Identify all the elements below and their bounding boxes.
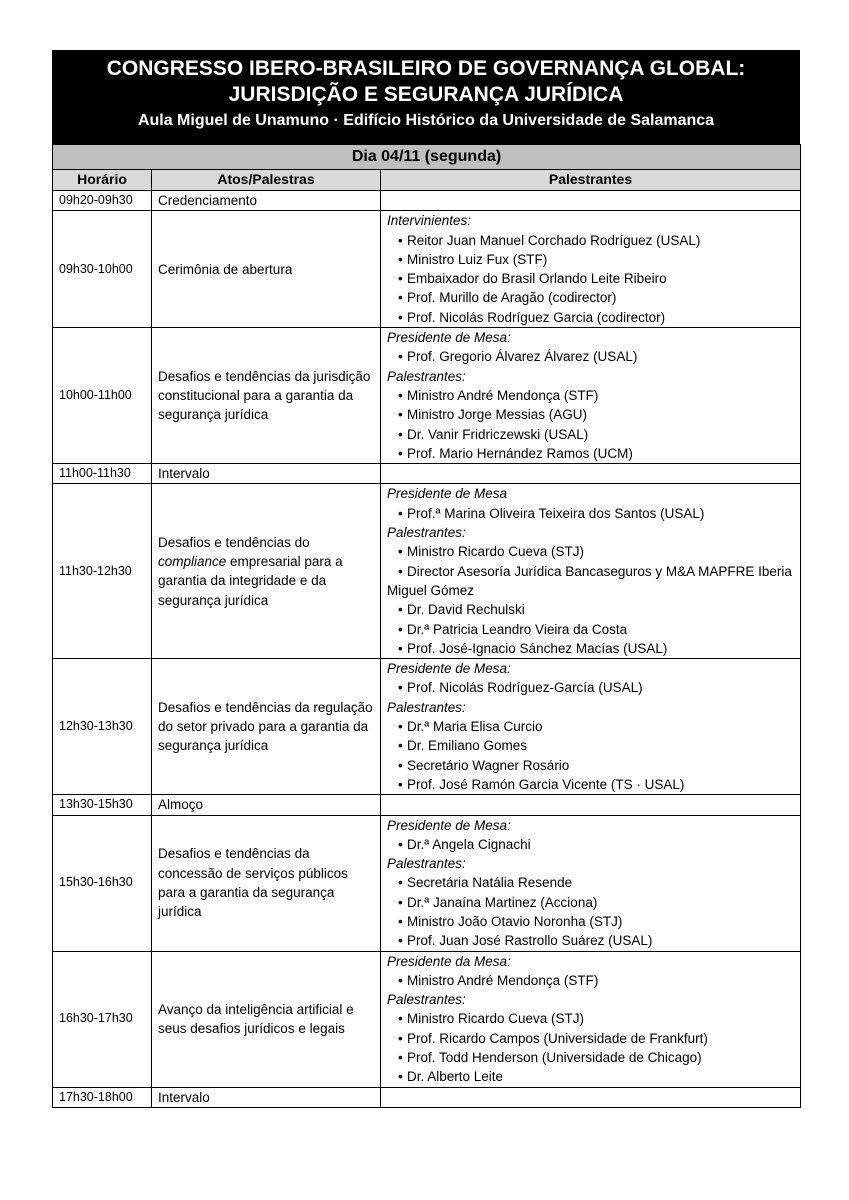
time-cell: 17h30-18h00 [53,1087,152,1107]
time-cell: 16h30-17h30 [53,951,152,1087]
speaker-item: • Dr.ª Patricia Leandro Vieira da Costa [387,620,794,639]
table-row [53,659,801,795]
day-row [53,145,801,170]
speaker-item: • Dr. Vanir Fridriczewski (USAL) [387,425,794,444]
act-cell: Credenciamento [152,191,381,211]
time-cell: 09h30-10h00 [53,211,152,328]
table-row [53,951,801,1087]
act-cell: Cerimônia de abertura [152,211,381,328]
act-cell: Intervalo [152,464,381,484]
role-label: Presidente de Mesa: [387,661,511,677]
role-label: Palestrantes: [387,699,466,715]
act-cell: Avanço da inteligência artificial e seus desafios jurídicos e legais [152,951,381,1087]
venue-subtitle: Aula Miguel de Unamuno · Edifício Histórico da Universidade de Salamanca [137,112,715,129]
role-label: Presidente da Mesa: [387,953,511,969]
speaker-item: • Dr.ª Angela Cignachi [387,835,794,854]
table-row [53,795,801,815]
speaker-item: • Dr. David Rechulski [387,600,794,619]
act-cell: Desafios e tendências da jurisdição constitucional para a garantia da segurança jurídica [152,328,381,464]
act-cell: Almoço [152,795,381,815]
column-header-row [53,170,801,191]
column-header-acts: Atos/Palestras [152,170,381,191]
table-row [53,464,801,484]
time-cell: 13h30-15h30 [53,795,152,815]
speaker-item: • Prof. José-Ignacio Sánchez Macías (USAL) [387,639,794,658]
speaker-item: • Ministro Ricardo Cueva (STJ) [387,542,794,561]
speaker-item: • Prof. Nicolás Rodríguez-García (USAL) [387,678,794,697]
title-line-2: JURISDIÇÃO E SEGURANÇA JURÍDICA [228,83,624,106]
time-cell: 09h20-09h30 [53,191,152,211]
role-label: Presidente de Mesa [387,486,508,502]
act-text: Desafios e tendências do [158,534,310,550]
role-label: Palestrantes: [387,525,466,541]
speaker-item: • Ministro João Otavio Noronha (STJ) [387,912,794,931]
act-cell: Intervalo [152,1087,381,1107]
speaker-item: • Prof. José Ramón Garcia Vicente (TS · USAL) [387,775,794,794]
speakers-cell [381,464,801,484]
table-row [53,191,801,211]
column-header-time: Horário [53,170,152,191]
speaker-item: • Ministro Luiz Fux (STF) [387,250,794,269]
speaker-item: • Secretário Wagner Rosário [387,756,794,775]
speaker-item: • Prof. Nicolás Rodríguez Garcia (codirector) [387,308,794,327]
column-header-speakers: Palestrantes [381,170,801,191]
act-emphasis: compliance [158,553,227,569]
speaker-item: • Dr.ª Maria Elisa Curcio [387,717,794,736]
role-label: Presidente de Mesa: [387,330,511,346]
speakers-cell [381,815,801,951]
speakers-cell [381,795,801,815]
speaker-item: • Prof. Todd Henderson (Universidade de Chicago) [387,1048,794,1067]
role-label: Palestrantes: [387,856,466,872]
title-line-1: CONGRESSO IBERO-BRASILEIRO DE GOVERNANÇA GLOBAL: [106,57,746,80]
speaker-item: • Dr. Emiliano Gomes [387,736,794,755]
schedule-table [52,144,801,1108]
speaker-item: • Ministro Ricardo Cueva (STJ) [387,1009,794,1028]
speakers-cell [381,484,801,659]
speakers-cell [381,211,801,328]
time-cell: 12h30-13h30 [53,659,152,795]
speakers-cell [381,951,801,1087]
speakers-cell [381,1087,801,1107]
speakers-cell [381,659,801,795]
speaker-item: • Ministro André Mendonça (STF) [387,386,794,405]
act-cell: Desafios e tendências da concessão de serviços públicos para a garantia da segurança jurídica [152,815,381,951]
table-row [53,1087,801,1107]
time-cell: 10h00-11h00 [53,328,152,464]
speaker-item: • Director Asesoría Jurídica Bancaseguros y M&A MAPFRE Iberia [387,562,794,581]
speakers-cell [381,191,801,211]
speaker-item: • Prof. Ricardo Campos (Universidade de Frankfurt) [387,1029,794,1048]
speaker-item: • Dr.ª Janaína Martinez (Acciona) [387,893,794,912]
document-header [52,50,800,144]
time-cell: 15h30-16h30 [53,815,152,951]
time-cell: 11h00-11h30 [53,464,152,484]
role-label: Palestrantes: [387,992,466,1008]
table-row [53,211,801,328]
speaker-item: • Ministro André Mendonça (STF) [387,971,794,990]
speaker-item: • Prof. Gregorio Álvarez Álvarez (USAL) [387,347,794,366]
role-label: Presidente de Mesa: [387,817,511,833]
act-text: empresarial para a garantia da integridade e da segurança jurídica [158,553,343,608]
speaker-item: • Prof. Mario Hernández Ramos (UCM) [387,444,794,463]
role-label: Palestrantes: [387,368,466,384]
speakers-cell [381,328,801,464]
act-cell [152,484,381,659]
speaker-item: • Prof. Juan José Rastrollo Suárez (USAL) [387,931,794,950]
table-row [53,815,801,951]
speaker-item: • Embaixador do Brasil Orlando Leite Ribeiro [387,269,794,288]
speaker-item-continuation: Miguel Gómez [387,582,475,598]
table-row [53,484,801,659]
table-row [53,328,801,464]
day-label: Dia 04/11 (segunda) [53,145,801,170]
time-cell: 11h30-12h30 [53,484,152,659]
speaker-item: • Reitor Juan Manuel Corchado Rodríguez (USAL) [387,231,794,250]
speaker-item: • Ministro Jorge Messias (AGU) [387,405,794,424]
act-cell: Desafios e tendências da regulação do setor privado para a garantia da segurança jurídica [152,659,381,795]
speaker-item: • Prof.ª Marina Oliveira Teixeira dos Santos (USAL) [387,504,794,523]
speaker-item: • Prof. Murillo de Aragão (codirector) [387,288,794,307]
role-label: Intervinientes: [387,213,472,229]
speaker-item: • Dr. Alberto Leite [387,1067,794,1086]
speaker-item: • Secretária Natália Resende [387,873,794,892]
